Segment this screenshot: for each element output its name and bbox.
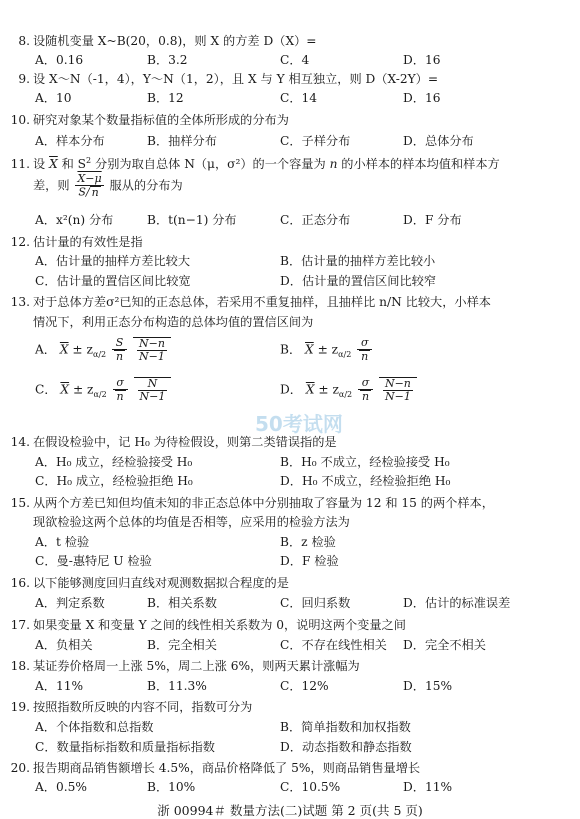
option-b: B．10% bbox=[147, 780, 196, 794]
option-b: B．3.2 bbox=[147, 53, 188, 67]
option-a: A．0.16 bbox=[35, 53, 84, 67]
option-c: C．不存在线性相关 bbox=[280, 638, 387, 652]
option-d: D．估计的标准误差 bbox=[403, 596, 511, 610]
question-17 bbox=[8, 617, 572, 633]
option-c: C．回归系数 bbox=[280, 596, 351, 610]
option-b: B．估计量的抽样方差比较小 bbox=[280, 254, 436, 268]
question-18 bbox=[8, 658, 572, 674]
question-number: 18. bbox=[10, 659, 30, 673]
option-a: A．H₀ 成立，经检验接受 H₀ bbox=[35, 455, 193, 469]
question-number: 14. bbox=[10, 435, 30, 449]
option-a: A．10 bbox=[35, 91, 72, 105]
option-a: A．0.5% bbox=[35, 780, 87, 794]
option-a: A．11% bbox=[35, 679, 84, 693]
question-text: 对于总体方差σ²已知的正态总体，若采用不重复抽样，且抽样比 n/N 比较大，小样本 bbox=[33, 295, 491, 309]
option-b: B．12 bbox=[147, 91, 184, 105]
question-text: 以下能够测度回归直线对观测数据拟合程度的是 bbox=[33, 576, 289, 590]
option-c: C．曼-惠特尼 U 检验 bbox=[35, 554, 152, 568]
question-number: 19. bbox=[10, 700, 30, 714]
option-a: A．t 检验 bbox=[35, 535, 90, 549]
question-12 bbox=[8, 234, 572, 250]
option-b: B．H₀ 不成立，经检验接受 H₀ bbox=[280, 455, 450, 469]
option-d: D．16 bbox=[403, 53, 441, 67]
text-fragment: 服从的分布为 bbox=[109, 178, 183, 193]
option-b: B．抽样分布 bbox=[147, 134, 217, 148]
option-d: D．F 检验 bbox=[280, 554, 339, 568]
superscript-2: 2 bbox=[86, 156, 92, 165]
text-fragment: 的小样本的样本均值和样本方 bbox=[341, 157, 500, 172]
question-15-cont: 现欲检验这两个总体的均值是否相等，应采用的检验方法为 bbox=[33, 515, 350, 529]
question-14 bbox=[8, 434, 572, 450]
option-c: C．H₀ 成立，经检验拒绝 H₀ bbox=[35, 474, 193, 488]
question-number: 12. bbox=[10, 235, 30, 249]
question-text: 从两个方差已知但均值未知的非正态总体中分别抽取了容量为 12 和 15 的两个样本， bbox=[33, 496, 494, 510]
option-b: B．11.3% bbox=[147, 679, 207, 693]
page-footer: 浙 00994＃ 数量方法(二)试题 第 2 页(共 5 页) bbox=[157, 803, 423, 818]
option-d: D．总体分布 bbox=[403, 134, 474, 148]
question-text: 设随机变量 X~B(20，0.8)，则 X 的方差 D（X）= bbox=[33, 34, 317, 48]
option-d: D．11% bbox=[403, 780, 453, 794]
question-number: 10. bbox=[10, 113, 30, 127]
option-c: C．子样分布 bbox=[280, 134, 351, 148]
question-text: 按照指数所反映的内容不同，指数可分为 bbox=[33, 700, 253, 714]
question-9 bbox=[8, 71, 572, 87]
option-b: B．t(n−1) 分布 bbox=[147, 213, 237, 227]
option-d: D．F 分布 bbox=[403, 213, 462, 227]
option-d: D． $\overline{X} \pm z_{\alpha/2}$ $\frac{\sigma}{n}$ $\frac{N-n}{N-1}$ bbox=[280, 377, 417, 403]
question-10 bbox=[8, 112, 572, 128]
option-c: C．10.5% bbox=[280, 780, 341, 794]
option-d: D．H₀ 不成立，经检验拒绝 H₀ bbox=[280, 474, 451, 488]
question-number: 15. bbox=[10, 496, 30, 510]
option-d: D．16 bbox=[403, 91, 441, 105]
option-d: D．完全不相关 bbox=[403, 638, 486, 652]
question-text: 研究对象某个数量指标值的全体所形成的分布为 bbox=[33, 113, 289, 127]
option-a: A． $\overline{X} \pm z_{\alpha/2}$ $\frac{S}{n}$ $\frac{N-n}{N-1}$ bbox=[35, 337, 171, 363]
option-d: D．估计量的置信区间比较窄 bbox=[280, 274, 437, 288]
option-a: A．估计量的抽样方差比较大 bbox=[35, 254, 191, 268]
option-b: B．z 检验 bbox=[280, 535, 336, 549]
question-number: 9. bbox=[18, 72, 30, 86]
question-text: 某证券价格周一上涨 5%，周二上涨 6%，则两天累计涨幅为 bbox=[33, 659, 360, 673]
question-19 bbox=[8, 699, 572, 715]
option-a: A．个体指数和总指数 bbox=[35, 720, 154, 734]
watermark-logo: 50考试网 bbox=[255, 412, 343, 436]
question-text: 报告期商品销售额增长 4.5%，商品价格降低了 5%，则商品销售量增长 bbox=[33, 761, 421, 775]
question-text: 如果变量 X 和变量 Y 之间的线性相关系数为 0，说明这两个变量之间 bbox=[33, 618, 406, 632]
question-number: 20. bbox=[10, 761, 30, 775]
question-number: 17. bbox=[10, 618, 30, 632]
question-number: 8. bbox=[18, 34, 30, 48]
question-15 bbox=[8, 495, 572, 511]
option-a: A．样本分布 bbox=[35, 134, 105, 148]
option-c: C．估计量的置信区间比较宽 bbox=[35, 274, 191, 288]
option-b: B． $\overline{X} \pm z_{\alpha/2}$ $\frac{\sigma}{n}$ bbox=[280, 337, 374, 363]
option-b: B．简单指数和加权指数 bbox=[280, 720, 411, 734]
option-c: C． $\overline{X} \pm z_{\alpha/2}$ $\frac{\sigma}{n}$ $\frac{N}{N-1}$ bbox=[35, 377, 171, 403]
question-number: 11. bbox=[10, 157, 30, 172]
question-8 bbox=[8, 33, 572, 49]
text-fragment: 设 bbox=[33, 157, 46, 172]
n-symbol: n bbox=[329, 157, 338, 172]
option-c: C．12% bbox=[280, 679, 329, 693]
question-text: 设 X～N（-1，4），Y～N（1，2），且 X 与 Y 相互独立，则 D（X-2Y）= bbox=[33, 72, 439, 86]
question-13-cont: 情况下，利用正态分布构造的总体均值的置信区间为 bbox=[33, 315, 314, 329]
option-a: A．负相关 bbox=[35, 638, 93, 652]
text-fragment: 分别为取自总体 N（μ，σ²）的一个容量为 bbox=[95, 157, 326, 172]
text-fragment: 差，则 bbox=[33, 178, 70, 193]
question-16 bbox=[8, 575, 572, 591]
question-number: 13. bbox=[10, 295, 30, 309]
option-d: D．动态指数和静态指数 bbox=[280, 740, 412, 754]
option-d: D．15% bbox=[403, 679, 453, 693]
question-11 bbox=[8, 153, 572, 172]
option-c: C．数量指标指数和质量指标指数 bbox=[35, 740, 215, 754]
question-13 bbox=[8, 294, 572, 310]
option-a: A．x²(n) 分布 bbox=[35, 213, 114, 227]
t-statistic-formula: $\frac{X-\mu}{S/ n}$ bbox=[77, 172, 102, 199]
option-b: B．相关系数 bbox=[147, 596, 217, 610]
text-fragment: 和 S bbox=[61, 157, 87, 172]
question-20 bbox=[8, 760, 572, 776]
question-11-cont bbox=[33, 173, 183, 199]
option-b: B．完全相关 bbox=[147, 638, 217, 652]
question-number: 16. bbox=[10, 576, 30, 590]
question-text: 估计量的有效性是指 bbox=[33, 235, 143, 249]
option-c: C．正态分布 bbox=[280, 213, 351, 227]
option-c: C．14 bbox=[280, 91, 318, 105]
option-a: A．判定系数 bbox=[35, 596, 105, 610]
sample-mean-symbol: $\overline{X}$ bbox=[49, 157, 58, 172]
question-text: 在假设检验中，记 H₀ 为待检假设，则第二类错误指的是 bbox=[33, 435, 337, 449]
option-c: C．4 bbox=[280, 53, 310, 67]
